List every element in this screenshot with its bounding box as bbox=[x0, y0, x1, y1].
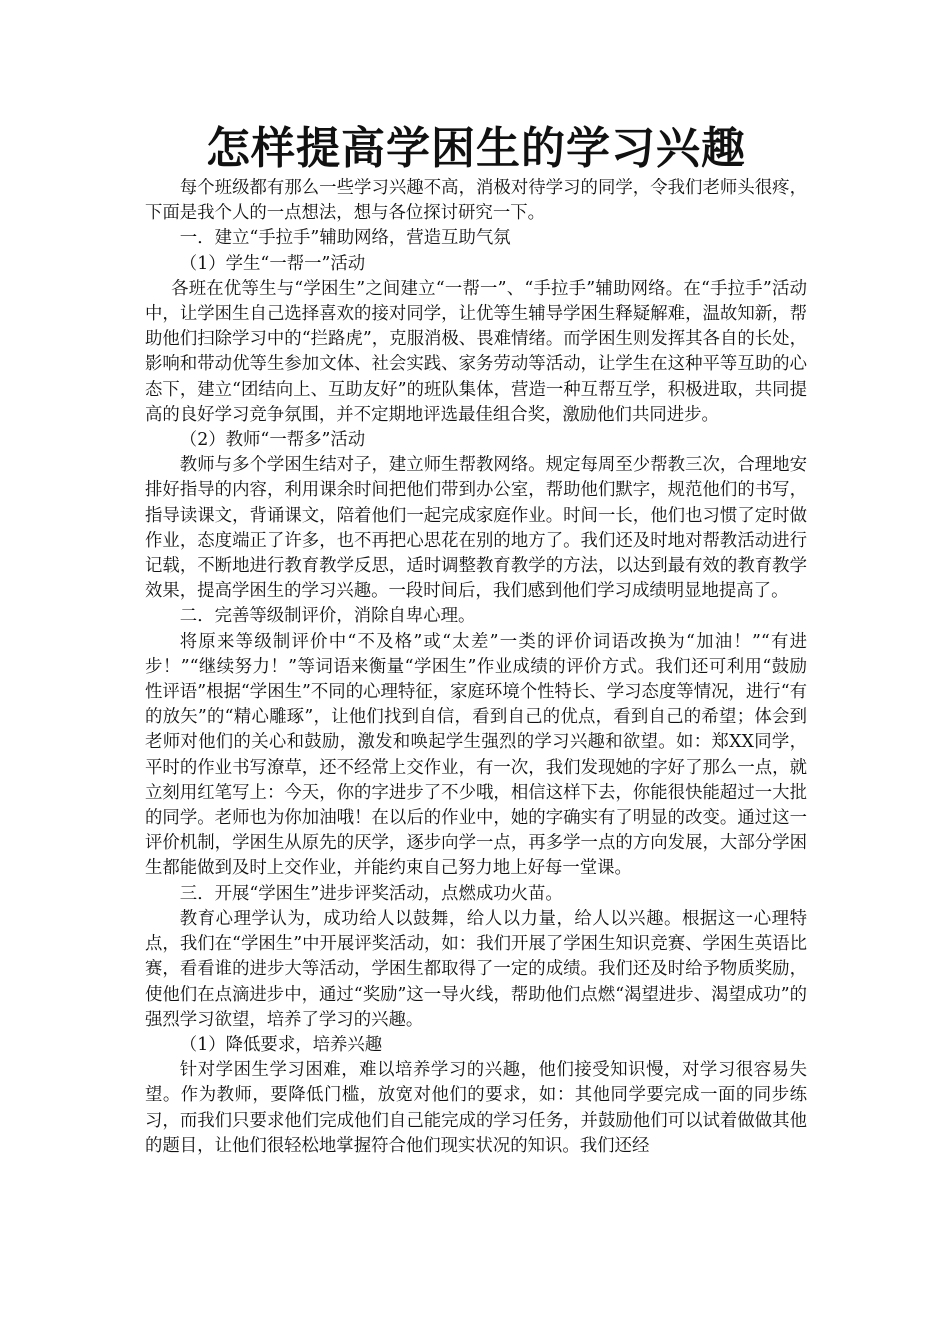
section-heading-1: 一．建立“手拉手”辅助网络，营造互助气氛 bbox=[179, 228, 511, 249]
section-heading-3: 三．开展“学困生”进步评奖活动，点燃成功火苗。 bbox=[179, 883, 563, 904]
subsection-body-1: 各班在优等生与“学困生”之间建立“一帮一”、“手拉手”辅助网络。在“手拉手”活动中，让学困生自己选择喜欢的接对同学，让优等生辅导学困生释疑解难，温故知新，帮助他们扫除学习中的“拦路虎”，克服消极、畏难情绪。而学困生则发挥其各自的长处，影响和带动优等生参加文体、社会实践、家务劳动等活动，让学生在这种平等互助的心态下，建立“团结向上、互助友好”的班队集体，营造一种互帮互学，积极进取，共同提高的良好学习竞争氛围，并不定期地评选最佳组合奖，激励他们共同进步。 bbox=[145, 278, 807, 425]
intro-paragraph: 每个班级都有那么一些学习兴趣不高，消极对待学习的同学，令我们老师头很疼，下面是我个人的一点想法，想与各位探讨研究一下。 bbox=[145, 178, 807, 224]
subsection-heading-1: （1）学生“一帮一”活动 bbox=[179, 253, 366, 274]
document-title: 怎样提高学困生的学习兴趣 bbox=[206, 123, 746, 174]
subsection-heading-2: （2）教师“一帮多”活动 bbox=[179, 430, 366, 451]
section-body-2: 将原来等级制评价中“不及格”或“太差”一类的评价词语改换为“加油！”“有进步！”“继续努力！”等词语来衡量“学困生”作业成绩的评价方式。我们还可利用“鼓励性评语”根据“学困生”不同的心理特征，家庭环境个性特长、学习态度等情况，进行“有的放矢”的“精心雕琢”，让他们找到自信，看到自己的优点，看到自己的希望；体会到老师对他们的关心和鼓励，激发和唤起学生强烈的学习兴趣和欲望。如：郑XX同学，平时的作业书写潦草，还不经常上交作业，有一次，我们发现她的字好了那么一点，就立刻用红笔写上：今天，你的字进步了不少哦，相信这样下去，你能很快能超过一大批的同学。老师也为你加油哦！在以后的作业中，她的字确实有了明显的改变。通过这一评价机制，学困生从原先的厌学，逐步向学一点，再多学一点的方向发展，大部分学困生都能做到及时上交作业，并能约束自己努力地上好每一堂课。 bbox=[145, 631, 807, 879]
subsection-body-3: 针对学困生学习困难，难以培养学习的兴趣，他们接受知识慢，对学习很容易失望。作为教师，要降低门槛，放宽对他们的要求，如：其他同学要完成一面的同步练习，而我们只要求他们完成他们自己能完成的学习任务，并鼓励他们可以试着做做其他的题目，让他们很轻松地掌握符合他们现实状况的知识。我们还经 bbox=[145, 1060, 807, 1156]
document-page bbox=[145, 122, 807, 1159]
section-body-3: 教育心理学认为，成功给人以鼓舞，给人以力量，给人以兴趣。根据这一心理特点，我们在“学困生”中开展评奖活动，如：我们开展了学困生知识竞赛、学困生英语比赛，看看谁的进步大等活动，学困生都取得了一定的成绩。我们还及时给予物质奖励，使他们在点滴进步中，通过“奖励”这一导火线，帮助他们点燃“渴望进步、渴望成功”的强烈学习欲望，培养了学习的兴趣。 bbox=[145, 908, 807, 1030]
subsection-heading-3: （1）降低要求，培养兴趣 bbox=[179, 1034, 383, 1055]
subsection-body-2: 教师与多个学困生结对子，建立师生帮教网络。规定每周至少帮教三次，合理地安排好指导的内容，利用课余时间把他们带到办公室，帮助他们默字，规范他们的书写，指导读课文，背诵课文，陪着他们一起完成家庭作业。时间一长，他们也习惯了定时做作业，态度端正了许多，也不再把心思花在别的地方了。我们还及时地对帮教活动进行记载，不断地进行教育教学反思，适时调整教育教学的方法，以达到最有效的教育教学效果，提高学困生的学习兴趣。一段时间后，我们感到他们学习成绩明显地提高了。 bbox=[145, 455, 807, 602]
section-heading-2: 二．完善等级制评价，消除自卑心理。 bbox=[179, 606, 476, 627]
